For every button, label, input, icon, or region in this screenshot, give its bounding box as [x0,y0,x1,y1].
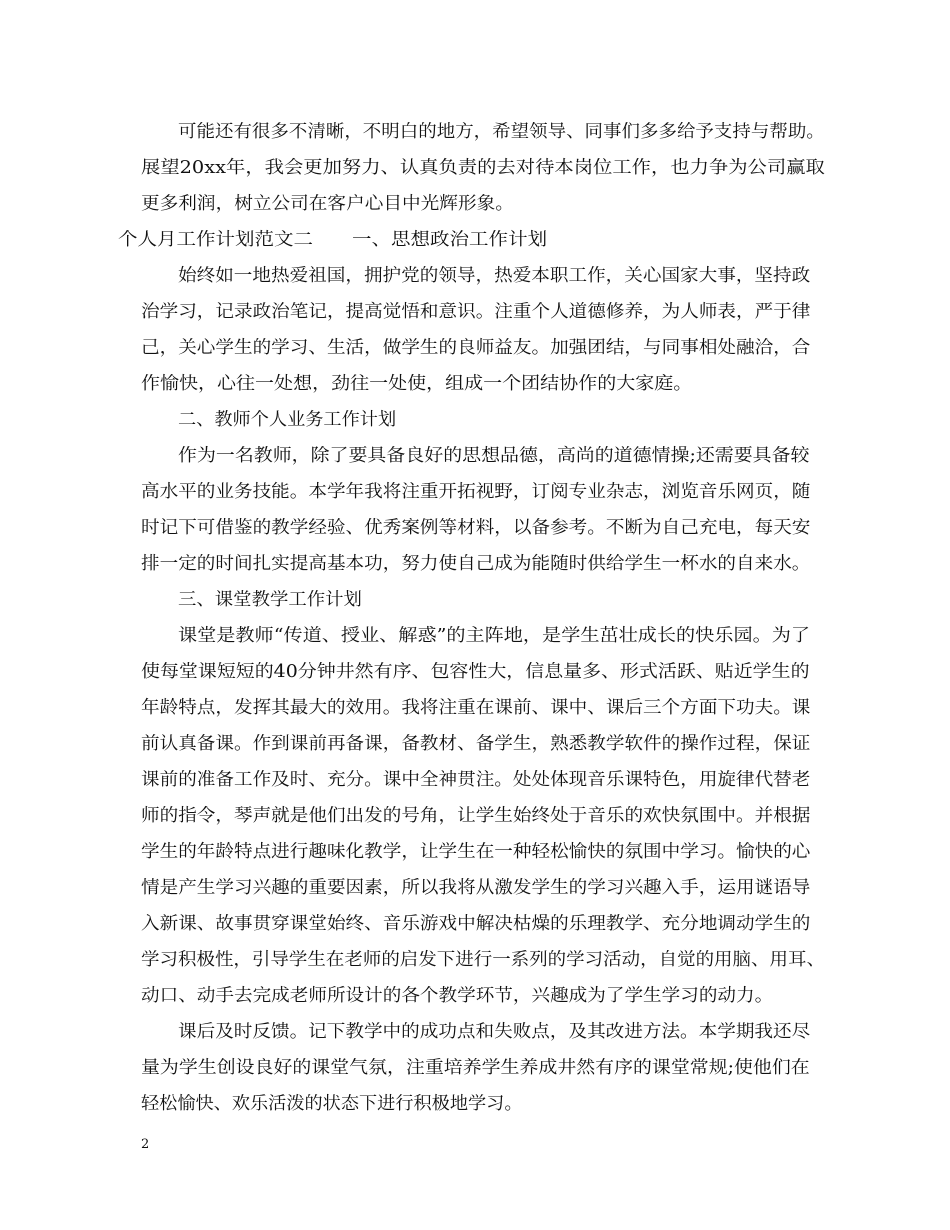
text-line: 作愉快，心往一处想，劲往一处使，组成一个团结协作的大家庭。 [141,374,693,394]
text-line: 作为一名教师，除了要具备良好的思想品德，高尚的道德情操;还需要具备较 [178,446,810,466]
text-line: 动口、动手去完成老师所设计的各个教学环节，兴趣成为了学生学习的动力。 [141,986,774,1006]
text-line: 课堂是教师“传道、授业、解惑”的主阵地，是学生茁壮成长的快乐园。为了 [178,626,810,646]
text-line: 治学习，记录政治笔记，提高觉悟和意识。注重个人道德修养，为人师表，严于律 [141,302,811,322]
section-heading: 三、课堂教学工作计划 [178,590,362,610]
section-heading: 二、教师个人业务工作计划 [178,410,397,430]
text-line: 师的指令，琴声就是他们出发的号角，让学生始终处于音乐的欢快氛围中。并根据 [141,806,811,826]
text-line: 年龄特点，发挥其最大的效用。我将注重在课前、课中、课后三个方面下功夫。课 [141,698,811,718]
text-line: 排一定的时间扎实提高基本功，努力使自己成为能随时供给学生一杯水的自来水。 [141,554,811,574]
text-line: 展望20xx年，我会更加努力、认真负责的去对待本岗位工作，也力争为公司赢取 [141,158,825,178]
section-heading: 个人月工作计划范文二 一、思想政治工作计划 [118,230,548,250]
text-line: 时记下可借鉴的教学经验、优秀案例等材料，以备参考。不断为自己充电，每天安 [141,518,811,538]
page-number: 2 [141,1137,150,1152]
text-line: 己，关心学生的学习、生活，做学生的良师益友。加强团结，与同事相处融洽，合 [141,338,811,358]
text-line: 课前的准备工作及时、充分。课中全神贯注。处处体现音乐课特色，用旋律代替老 [141,770,811,790]
text-line: 学生的年龄特点进行趣味化教学，让学生在一种轻松愉快的氛围中学习。愉快的心 [141,842,811,862]
text-line: 学习积极性，引导学生在老师的启发下进行一系列的学习活动，自觉的用脑、用耳、 [141,950,825,970]
text-line: 量为学生创设良好的课堂气氛，注重培养学生养成井然有序的课堂常规;使他们在 [141,1058,810,1078]
text-line: 课后及时反馈。记下教学中的成功点和失败点，及其改进方法。本学期我还尽 [178,1022,811,1042]
text-line: 更多利润，树立公司在客户心目中光辉形象。 [141,194,514,214]
text-line: 入新课、故事贯穿课堂始终、音乐游戏中解决枯燥的乐理教学、充分地调动学生的 [141,914,811,934]
text-line: 高水平的业务技能。本学年我将注重开拓视野，订阅专业杂志，浏览音乐网页，随 [141,482,811,502]
text-line: 轻松愉快、欢乐活泼的状态下进行积极地学习。 [141,1094,523,1114]
text-line: 情是产生学习兴趣的重要因素，所以我将从激发学生的学习兴趣入手，运用谜语导 [141,878,811,898]
text-line: 使每堂课短短的40分钟井然有序、包容性大，信息量多、形式活跃、贴近学生的 [141,662,810,682]
text-line: 始终如一地热爱祖国，拥护党的领导，热爱本职工作，关心国家大事，坚持政 [178,266,811,286]
text-line: 前认真备课。作到课前再备课，备教材、备学生，熟悉教学软件的操作过程，保证 [141,734,811,754]
text-line: 可能还有很多不清晰，不明白的地方，希望领导、同事们多多给予支持与帮助。 [178,122,825,142]
